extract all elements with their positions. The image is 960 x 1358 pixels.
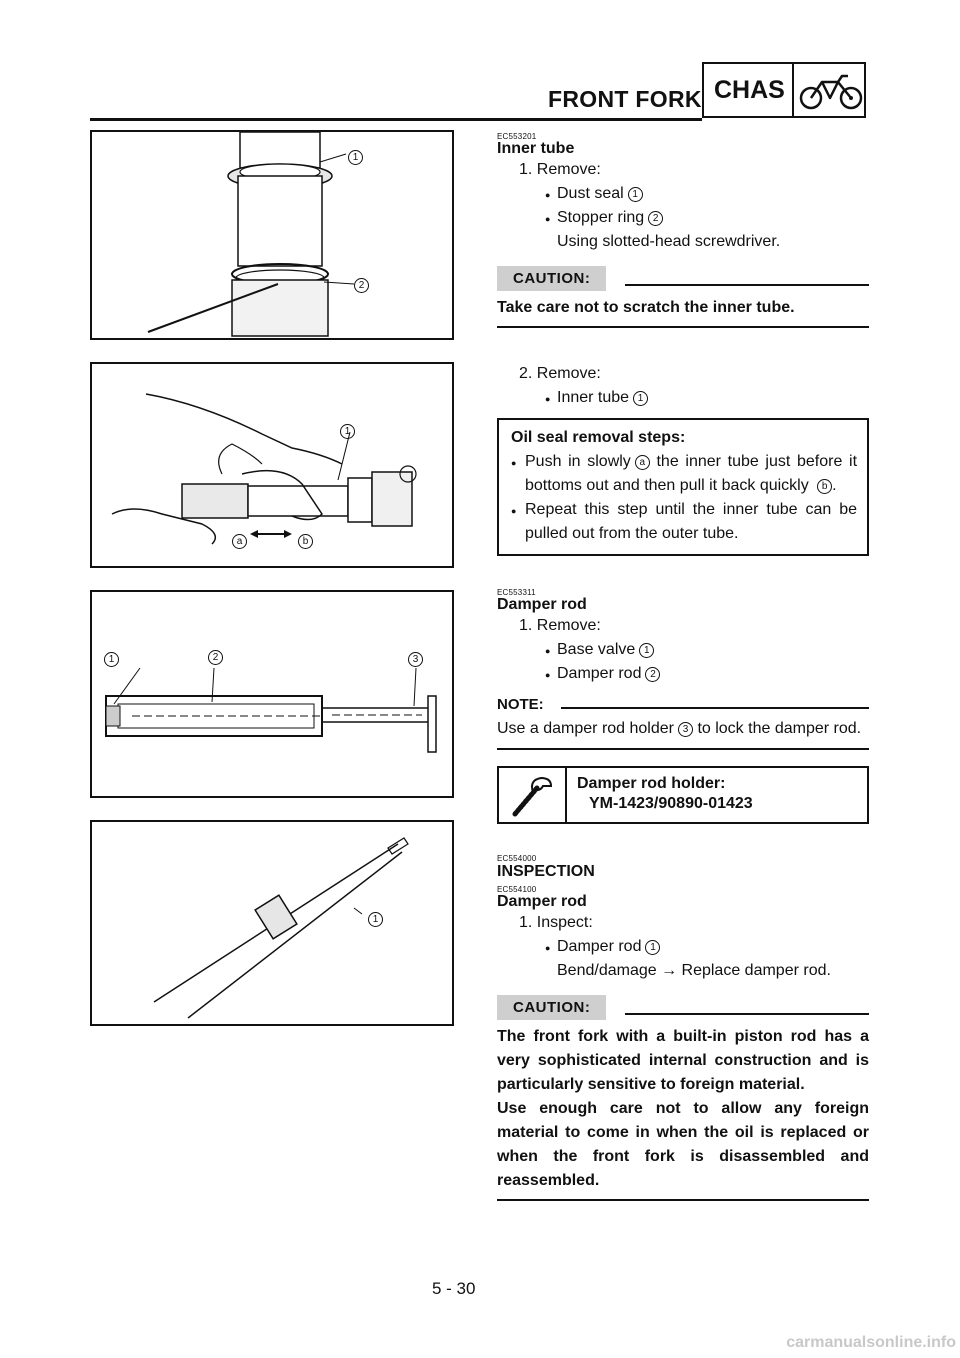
ref-1: 1	[645, 940, 660, 955]
bullet-inner-tube: ● Inner tube 1	[557, 386, 869, 410]
ref-1: 1	[633, 391, 648, 406]
ref-1: 1	[639, 643, 654, 658]
figure-dust-seal	[90, 130, 454, 340]
bullet-damper-rod: ● Damper rod 1	[557, 935, 869, 959]
figure-damper-rod	[90, 820, 454, 1026]
bullet-note: Bend/damage → Replace damper rod.	[557, 962, 831, 979]
section-code: EC554000	[497, 854, 537, 863]
box-title: Oil seal removal steps:	[511, 429, 686, 446]
figure-damper-rod-holder	[90, 590, 454, 798]
section-label: CHAS	[714, 76, 785, 104]
box-item-1: ● Push in slowly a the inner tube just before it bottoms out and then pull it back quickly b .	[511, 450, 857, 498]
special-tool-box	[497, 766, 869, 824]
section-heading: INSPECTION	[497, 863, 595, 880]
note-text: Use a damper rod holder 3 to lock the damper rod.	[497, 720, 862, 737]
bullet-note: Using slotted-head screwdriver.	[557, 233, 781, 250]
caution-rule	[625, 284, 869, 286]
figure-damper-rod-drawing	[92, 822, 452, 1024]
section-badge	[702, 62, 866, 118]
step-2: 2. Remove:	[519, 365, 601, 382]
callout-b: b	[298, 534, 313, 549]
caution-text: Take care not to scratch the inner tube.	[497, 299, 795, 316]
tool-box-divider	[565, 768, 567, 822]
tool-name: Damper rod holder:	[577, 775, 726, 792]
watermark: carmanualsonline.info	[786, 1334, 956, 1351]
ref-2: 2	[645, 667, 660, 682]
bullet-dust-seal: ● Dust seal 1	[557, 182, 869, 206]
wrench-icon	[507, 774, 557, 820]
caution-rule	[625, 1013, 869, 1015]
caution-end-rule	[497, 1199, 869, 1201]
caution-label: CAUTION:	[497, 266, 606, 291]
callout-2: 2	[208, 650, 223, 665]
caution-text-1: The front fork with a built-in piston rod has a very sophisticated internal construction and is particularly sensitive to foreign material.	[497, 1028, 869, 1093]
callout-1: 1	[348, 150, 363, 165]
figure-inner-tube-drawing	[92, 364, 452, 566]
page-title: FRONT FORK	[548, 86, 702, 112]
box-item-2: ● Repeat this step until the inner tube can be pulled out from the outer tube.	[511, 498, 857, 546]
inspection-section	[497, 854, 869, 1201]
badge-divider	[792, 64, 794, 116]
caution-header	[497, 266, 869, 293]
subsection-code: EC554100	[497, 885, 537, 894]
motorcycle-icon	[798, 70, 864, 112]
callout-2: 2	[354, 278, 369, 293]
ref-3: 3	[678, 722, 693, 737]
bullet-stopper-ring: ● Stopper ring 2	[557, 206, 869, 230]
subsection-heading: Damper rod	[497, 893, 587, 910]
note-header	[497, 696, 869, 716]
page-number: 5 - 30	[432, 1279, 476, 1298]
callout-a: a	[232, 534, 247, 549]
callout-3: 3	[408, 652, 423, 667]
note-rule	[561, 707, 869, 709]
figure-inner-tube	[90, 362, 454, 568]
step-1: 1. Remove:	[519, 617, 601, 634]
section-code: EC553311	[497, 588, 536, 597]
ref-a: a	[635, 455, 650, 470]
oil-seal-steps-box	[497, 418, 869, 556]
figure-damper-rod-holder-drawing	[92, 592, 452, 796]
inner-tube-section	[497, 132, 869, 556]
header-rule	[90, 118, 702, 121]
callout-1: 1	[104, 652, 119, 667]
section-code: EC553201	[497, 132, 537, 141]
ref-1: 1	[628, 187, 643, 202]
caution-label: CAUTION:	[497, 995, 606, 1020]
section-heading: Damper rod	[497, 596, 587, 613]
caution-text-2: Use enough care not to allow any foreign material to come in when the oil is replaced or when the front fork is disassembled and reassembled.	[497, 1100, 869, 1189]
bullet-damper-rod: ● Damper rod 2	[557, 662, 869, 686]
damper-rod-section	[497, 588, 869, 824]
callout-1: 1	[340, 424, 355, 439]
ref-2: 2	[648, 211, 663, 226]
step-1: 1. Remove:	[519, 161, 601, 178]
note-label: NOTE:	[497, 696, 544, 713]
callout-1: 1	[368, 912, 383, 927]
caution-header	[497, 995, 869, 1022]
section-heading: Inner tube	[497, 140, 575, 157]
ref-b: b	[817, 479, 832, 494]
bullet-base-valve: ● Base valve 1	[557, 638, 869, 662]
step-1: 1. Inspect:	[519, 914, 593, 931]
tool-part-number: YM-1423/90890-01423	[589, 795, 753, 812]
figure-dust-seal-drawing	[92, 132, 452, 338]
